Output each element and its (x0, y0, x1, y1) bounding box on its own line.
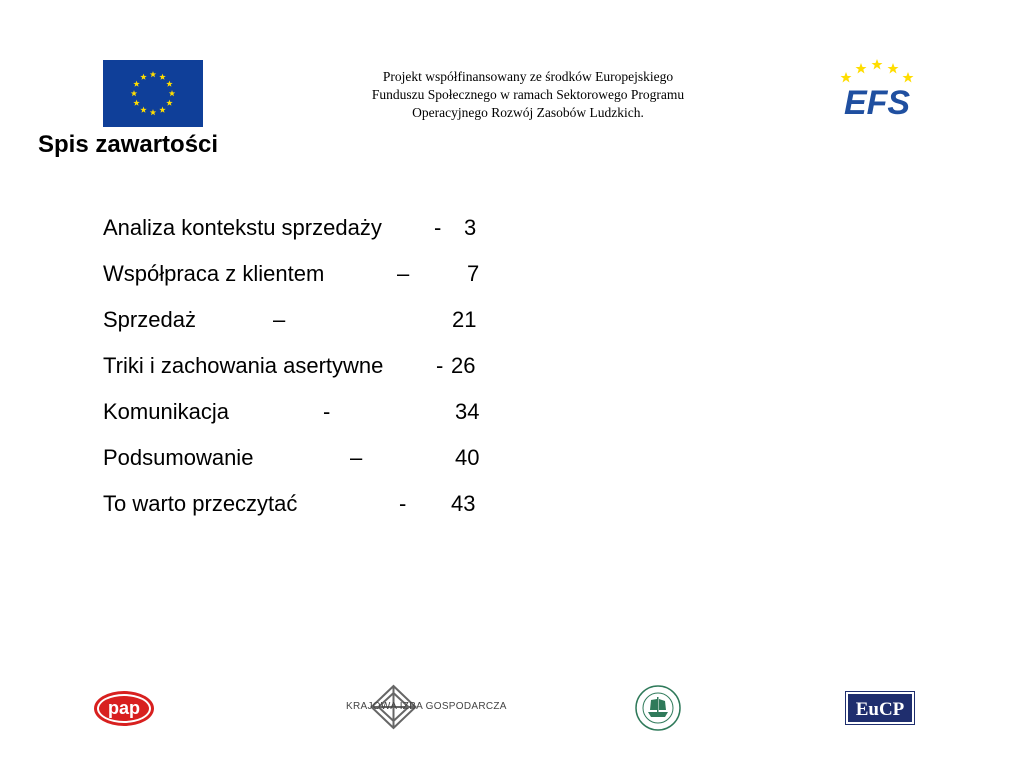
toc-item-separator: - (399, 491, 407, 516)
toc-item-separator: - (436, 353, 444, 378)
toc-item-page: 21 (452, 307, 477, 332)
header-text (320, 68, 736, 122)
pap-text: pap (107, 698, 141, 718)
header-line-2: Funduszu Społecznego w ramach Sektorowego Programu (371, 87, 685, 102)
toc-item-page: 7 (467, 261, 480, 286)
toc-item-label: Współpraca z klientem (103, 261, 325, 286)
header-line-1: Projekt współfinansowany ze środków Europejskiego (382, 69, 674, 84)
header-line-3: Operacyjnego Rozwój Zasobów Ludzkich. (412, 105, 644, 120)
toc-item-label: Komunikacja (103, 399, 229, 424)
toc-item-separator: - (434, 215, 442, 240)
page-title: Spis zawartości (38, 131, 219, 158)
eu-flag-logo (103, 60, 203, 127)
toc-item-separator: – (350, 445, 363, 470)
toc-item-separator: – (273, 307, 286, 332)
toc-item-page: 34 (455, 399, 480, 424)
eucp-text: EuCP (855, 699, 905, 720)
toc-item-label: Podsumowanie (103, 445, 254, 470)
sgh-seal-logo (630, 684, 686, 732)
efs-stars (841, 59, 914, 83)
eucp-logo (845, 691, 915, 725)
toc-item-page: 26 (451, 353, 476, 378)
toc-item-page: 3 (464, 215, 477, 240)
toc-item-label: Sprzedaż (103, 307, 196, 332)
toc-item-label: Triki i zachowania asertywne (103, 353, 384, 378)
efs-logo (834, 58, 920, 120)
toc-item-label: To warto przeczytać (103, 491, 298, 516)
toc-item-separator: – (397, 261, 410, 286)
toc-item-label: Analiza kontekstu sprzedaży (103, 215, 382, 240)
toc-item-separator: - (323, 399, 331, 424)
efs-text: EFS (843, 84, 911, 120)
toc-item-page: 40 (455, 445, 480, 470)
pap-logo (93, 690, 155, 727)
kig-label: KRAJOWA IZBA GOSPODARCZA (346, 701, 507, 712)
toc-item-page: 43 (451, 491, 476, 516)
